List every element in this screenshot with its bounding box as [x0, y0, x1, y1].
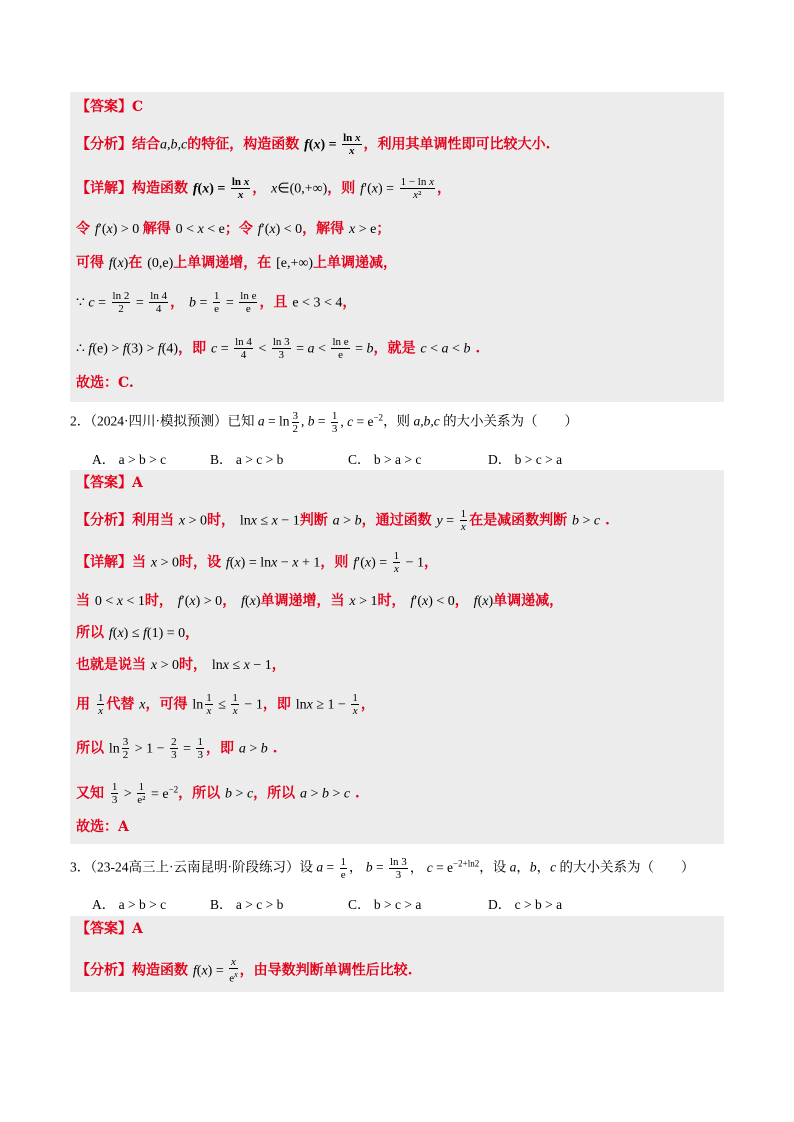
- detail-line-1: 【详解】构造函数 f(x) = $\frac{\text{ln x}}{x}$ ， x∈(0,+∞)，则 f′(x) = $\frac{\text{1 − ln x}}{\text{x²}}$ ，: [76, 176, 451, 201]
- answer-line: 【答案】C: [76, 99, 144, 115]
- q3-option-c[interactable]: C． b > c > a: [348, 897, 422, 912]
- q3-option-b[interactable]: B． a > c > b: [210, 897, 284, 912]
- detail-line-4: ∵ c = $\frac{\ln 2}{2}$ = $\frac{\ln 4}{4}$ ， b = $\frac{1}{e}$ = $\frac{\text{ln e}}{e}$ ，且 e < 3 < 4，: [76, 290, 357, 315]
- solution-block-3: [70, 916, 724, 992]
- detail-line-5: 用 $\frac{1}{x}$ 代替 x，可得 ln $\frac{1}{x}$ ≤ $\frac{1}{x}$ − 1，即 lnx ≥ 1 − $\frac{1}{x}$ ，: [76, 692, 375, 717]
- analysis-line: 【分析】利用当 x > 0时， lnx ≤ x − 1判断 a > b，通过函数 y = $\frac{1}{x}$ 在是减函数判断 b > c .: [76, 508, 610, 533]
- q3-option-d[interactable]: D． c > b > a: [488, 897, 563, 912]
- question-2-stem: 2．（2024·四川·模拟预测）已知 a = ln $\frac{3}{2}$ , b = $\frac{1}{3}$ , $c = e^{-2}$，则 a,b,c 的大小关系为（ ）: [70, 409, 579, 435]
- solution-block-1: [70, 92, 724, 402]
- detail-line-2: 当 0 < x < 1时， f′(x) > 0， f(x)单调递增，当 x > 1时， f′(x) < 0， f(x)单调递减，: [76, 593, 564, 609]
- q2-option-b[interactable]: B． a > c > b: [210, 452, 284, 467]
- q2-option-c[interactable]: C． b > a > c: [348, 452, 422, 467]
- answer-line: 【答案】A: [76, 475, 143, 491]
- answer-line: 【答案】A: [76, 921, 143, 937]
- q2-option-a[interactable]: A． a > b > c: [92, 452, 167, 467]
- detail-line-5: ∴ f(e) > f(3) > f(4)，即 c = $\frac{\ln 4}{4}$ < $\frac{\ln 3}{3}$ = a < $\frac{\text{ln e}}{e}$ = b，就是 c < a < b .: [76, 336, 481, 361]
- q2-option-d[interactable]: D． b > c > a: [488, 452, 563, 467]
- detail-line-3: 所以 f(x) ≤ f(1) = 0，: [76, 625, 200, 641]
- detail-line-2: 令 f′(x) > 0 解得 0 < x < e；令 f′(x) < 0，解得 x > e；: [76, 221, 391, 237]
- q3-option-a[interactable]: A． a > b > c: [92, 897, 167, 912]
- solution-block-2: [70, 470, 724, 844]
- final-answer: 故选：A: [76, 819, 129, 835]
- final-answer: 故选：C.: [76, 375, 134, 391]
- detail-line-6: 所以 ln $\frac{3}{2}$ > 1 − $\frac{2}{3}$ = $\frac{1}{3}$ ，即 a > b .: [76, 736, 278, 761]
- question-3-stem: 3．（23-24高三上·云南昆明·阶段练习）设 a = $\frac{1}{e}$ ， b = $\frac{\ln 3}{3}$ ， $c = e^{-2+ln2}$，设 a，b，c 的大小关系为（ ）: [70, 855, 695, 881]
- detail-line-4: 也就是说当 x > 0时， lnx ≤ x − 1，: [76, 657, 286, 673]
- analysis-line: 【分析】结合a,b,c的特征，构造函数 f(x) = $\frac{\text{ln x}}{x}$ ，利用其单调性即可比较大小.: [76, 132, 551, 157]
- detail-line-3: 可得 f(x)在 (0,e)上单调递增，在 [e,+∞)上单调递减，: [76, 255, 398, 271]
- detail-line-1: 【详解】当 x > 0时，设 f(x) = lnx − x + 1，则 f′(x) = $\frac{1}{x}$ − 1，: [76, 550, 439, 575]
- detail-line-7: 又知 $\frac{1}{3}$ > $\frac{1}{\text{e²}}$ = $e^{-2}$，所以 b > c，所以 a > b > c .: [76, 781, 360, 807]
- analysis-line: 【分析】构造函数 f(x) = $\frac{x}{e^x}$ ，由导数判断单调性后比较.: [76, 956, 413, 985]
